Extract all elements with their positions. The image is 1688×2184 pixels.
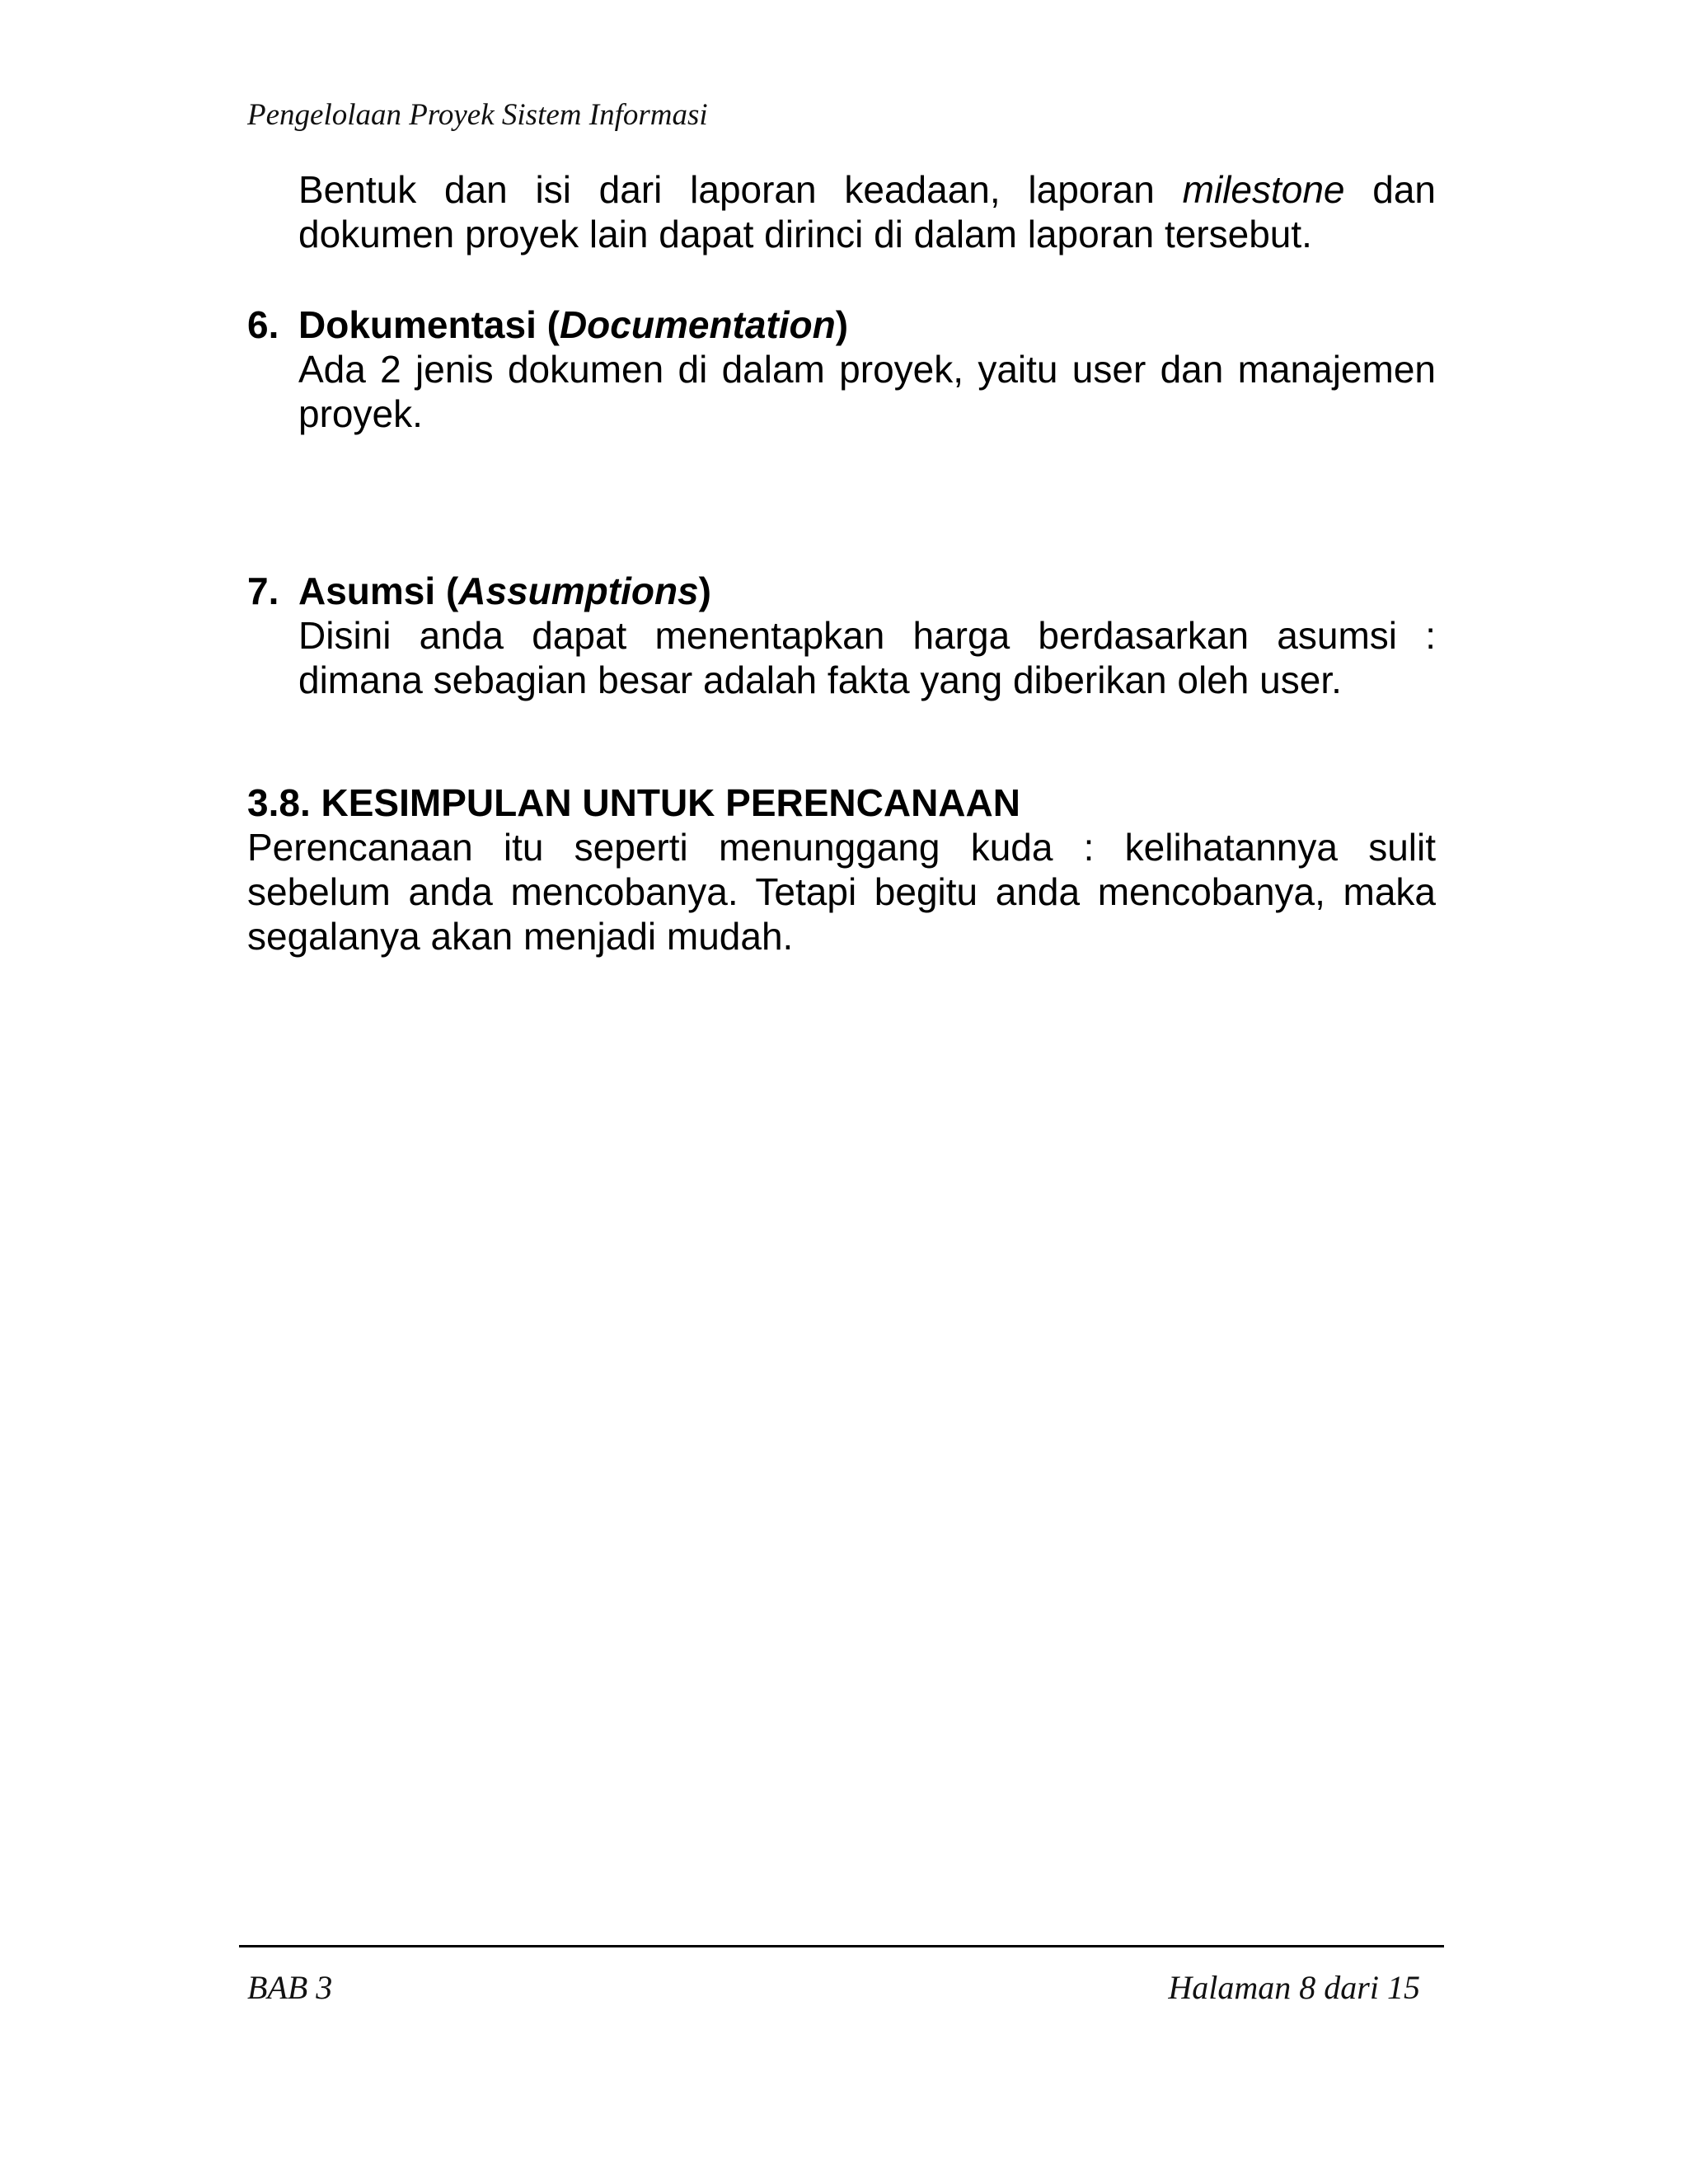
intro-paragraph <box>298 167 1436 256</box>
item-6-number: 6. <box>247 303 279 346</box>
item-6-title-italic: Documentation <box>559 303 836 346</box>
item-7-number: 7. <box>247 569 279 612</box>
item-7-title: Asumsi ( <box>298 569 459 612</box>
item-7-title-italic: Assumptions <box>458 569 699 612</box>
item-6-text: Ada 2 jenis dokumen di dalam proyek, yaitu user dan manajemen proyek. <box>298 348 1436 435</box>
item-6-heading <box>247 302 848 347</box>
intro-text-part2: dan dokumen proyek lain dapat dirinci di dalam laporan tersebut. <box>298 168 1437 255</box>
item-7-title-close: ) <box>698 569 711 612</box>
footer-chapter: BAB 3 <box>247 1969 333 2006</box>
item-7-text: Disini anda dapat menentapkan harga berdasarkan asumsi : dimana sebagian besar adalah fakta yang diberikan oleh user. <box>298 614 1436 701</box>
footer-divider <box>239 1945 1444 1947</box>
item-6-title: Dokumentasi ( <box>298 303 560 346</box>
intro-text-part1: Bentuk dan isi dari laporan keadaan, laporan <box>298 168 1183 211</box>
section-heading: 3.8. KESIMPULAN UNTUK PERENCANAAN <box>247 781 1020 824</box>
item-7-heading <box>247 569 711 613</box>
intro-emphasis: milestone <box>1182 168 1345 211</box>
section-paragraph: Perencanaan itu seperti menunggang kuda : kelihatannya sulit sebelum anda mencobanya. Tetapi begitu anda mencobanya, maka segalanya akan menjadi mudah. <box>247 826 1436 958</box>
running-header: Pengelolaan Proyek Sistem Informasi <box>247 98 708 132</box>
item-6-title-close: ) <box>835 303 849 346</box>
footer-page-number: Halaman 8 dari 15 <box>1168 1969 1420 2006</box>
